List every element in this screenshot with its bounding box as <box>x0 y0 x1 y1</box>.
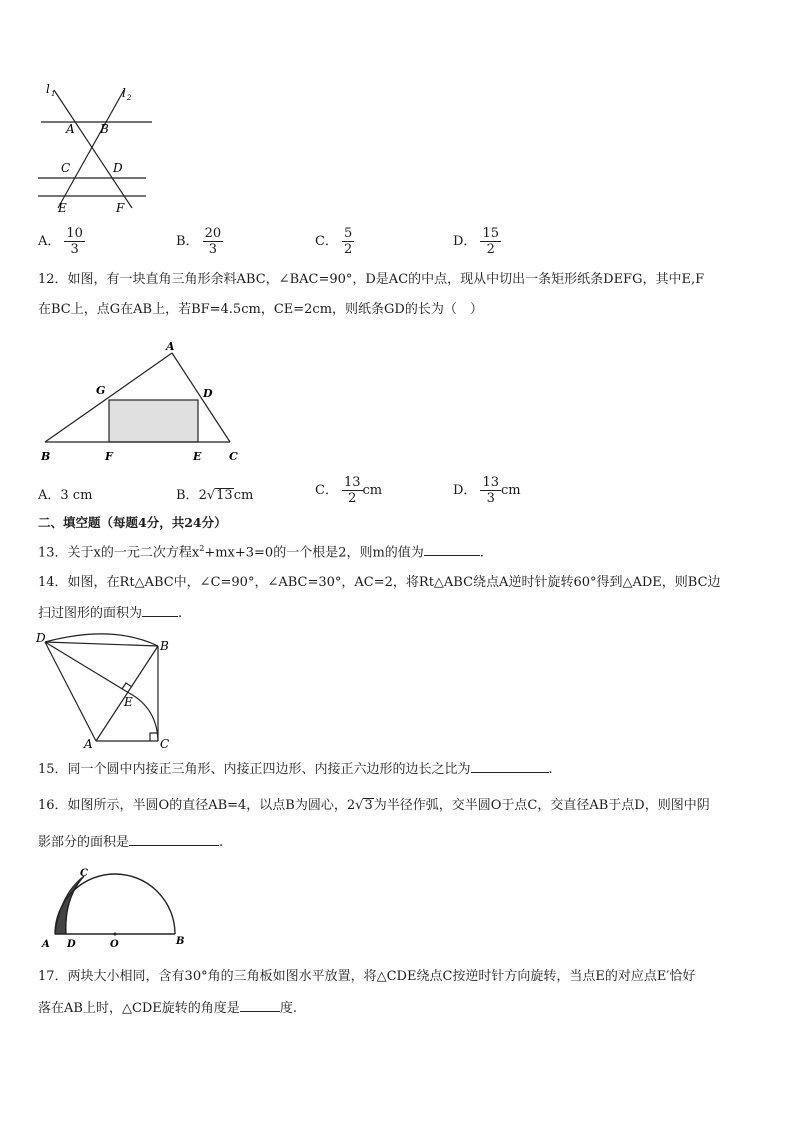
q11-option-d: D． $\frac{15}{2}$ <box>453 226 499 257</box>
label-B: B <box>100 122 109 136</box>
answer-blank[interactable] <box>471 760 549 773</box>
label-F: F <box>116 201 125 215</box>
label-O: O <box>110 939 119 950</box>
q15-line: 15．同一个圆中内接正三角形、内接正四边形、内接正六边形的边长之比为 . <box>38 762 553 777</box>
fraction: $\frac{15}{2}$ <box>482 226 499 257</box>
q16-line1: 16．如图所示，半圆O的直径AB=4，以点B为圆心，2√3为半径作弧，交半圆O于点C，交直径AB于点D，则图中阴 <box>38 798 710 813</box>
label-l1: l <box>46 82 50 96</box>
q17-line2: 落在AB上时，△CDE旋转的角度是 度. <box>38 1001 297 1016</box>
q14-line1: 14．如图，在Rt△ABC中，∠C=90°，∠ABC=30°，AC=2，将Rt△ABC绕点A逆时针旋转60°得到△ADE，则BC边 <box>38 575 721 590</box>
label-B: B <box>176 936 185 947</box>
q17-line1: 17．两块大小相同，含有30°角的三角板如图水平放置，将△CDE绕点C按逆时针方向旋转，当点E的对应点E′恰好 <box>38 969 696 984</box>
label-C: C <box>61 161 71 175</box>
fraction: $\frac{13}{3}$ <box>482 475 499 506</box>
fraction: $\frac{5}{2}$ <box>343 226 353 257</box>
label-D: D <box>67 939 76 950</box>
answer-blank[interactable] <box>129 833 219 846</box>
label-F: F <box>105 450 113 463</box>
answer-blank[interactable] <box>142 604 178 617</box>
label-G: G <box>96 384 106 397</box>
q13-line: 13．关于x的一元二次方程$x^2+mx+3=0$的一个根是2，则m的值为 . <box>38 544 484 561</box>
label-D: D <box>36 631 46 645</box>
q11-option-c: C． $\frac{5}{2}$ <box>315 226 353 257</box>
q11-option-b: B． $\frac{20}{3}$ <box>176 226 222 257</box>
q16-line2: 影部分的面积是 . <box>38 835 224 850</box>
q14-line2: 扫过图形的面积为 . <box>38 606 183 621</box>
label-A: A <box>42 939 50 950</box>
label-E: E <box>58 201 67 215</box>
q12-option-a: A．3 cm <box>38 488 93 503</box>
figure-triangle-rectangle <box>34 336 249 466</box>
q12-line1: 12．如图，有一块直角三角形余料ABC，∠BAC=90°，D是AC的中点，现从中切出一条矩形纸条DEFG，其中E,F <box>38 272 705 287</box>
answer-blank[interactable] <box>240 999 280 1012</box>
section-heading-fill-blank: 二、填空题（每题4分，共24分） <box>38 515 227 530</box>
label-A: A <box>166 340 175 353</box>
label-B: B <box>160 639 169 653</box>
label-D: D <box>203 387 213 400</box>
q12-line2: 在BC上，点G在AB上，若BF=4.5cm，CE=2cm，则纸条GD的长为（ ） <box>38 302 483 317</box>
figure-rotation <box>32 628 182 752</box>
q12-option-d: D． $\frac{13}{3}$ cm <box>453 475 521 506</box>
label-E: E <box>124 695 133 709</box>
label-A: A <box>66 122 75 136</box>
q12-option-b: B．2√13cm <box>176 488 254 503</box>
figure-semicircle <box>34 858 194 950</box>
label-A: A <box>84 737 93 751</box>
label-C: C <box>160 737 170 751</box>
label-D: D <box>113 161 123 175</box>
answer-blank[interactable] <box>424 543 480 556</box>
fraction: $\frac{10}{3}$ <box>66 226 83 257</box>
q12-option-c: C． $\frac{13}{2}$ cm <box>315 475 383 506</box>
label-E: E <box>193 450 202 463</box>
label-C: C <box>80 868 88 879</box>
label-l1-sub: 1 <box>51 90 56 98</box>
label-C: C <box>229 450 238 463</box>
fraction: $\frac{20}{3}$ <box>204 226 222 257</box>
figure-parallel-lines <box>34 80 159 220</box>
q11-option-a: A． $\frac{10}{3}$ <box>38 226 83 257</box>
label-l2-sub: 2 <box>127 94 132 102</box>
fraction: $\frac{13}{2}$ <box>343 475 361 506</box>
label-B: B <box>41 450 51 463</box>
label-l2: l <box>122 86 126 100</box>
